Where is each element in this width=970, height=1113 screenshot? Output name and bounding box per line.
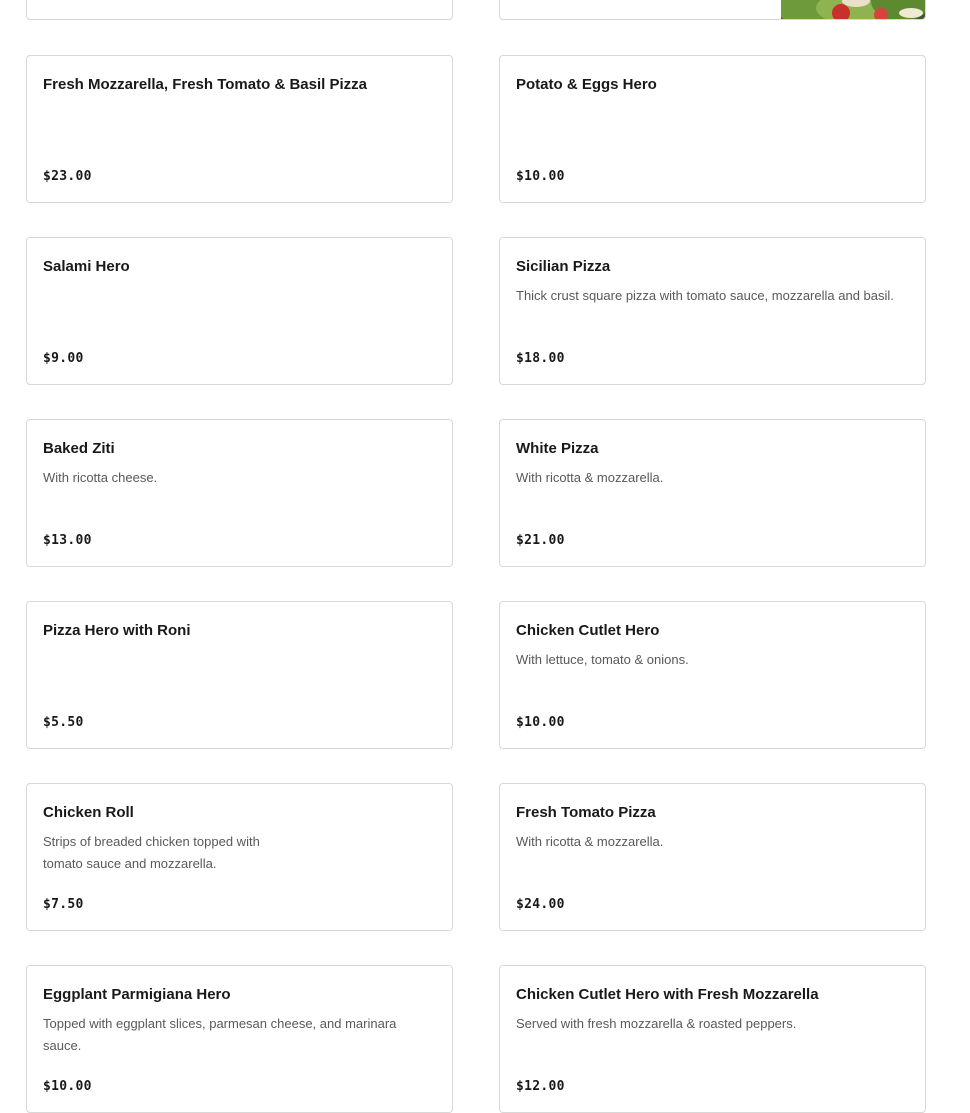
menu-item-price: $10.00 [516, 169, 565, 184]
menu-item-description: With ricotta & mozzarella. [516, 470, 664, 485]
menu-item-price: $10.00 [43, 1079, 92, 1094]
menu-item-description: With ricotta cheese. [43, 470, 158, 485]
menu-item-card[interactable] [26, 965, 453, 1113]
menu-item-card[interactable] [499, 0, 926, 20]
menu-item-price: $7.50 [43, 897, 84, 912]
salad-photo-icon [781, 0, 925, 19]
menu-item-price: $10.00 [516, 715, 565, 730]
menu-item-name: Fresh Mozzarella, Fresh Tomato & Basil Pizza [43, 76, 367, 93]
menu-item-description: Strips of breaded chicken topped with tomato sauce and mozzarella. [43, 834, 260, 871]
menu-item-card[interactable] [26, 419, 453, 567]
menu-item-card[interactable] [499, 783, 926, 931]
menu-item-name: White Pizza [516, 440, 599, 457]
menu-item-name: Sicilian Pizza [516, 258, 611, 275]
menu-item-name: Baked Ziti [43, 440, 115, 457]
menu-item-name: Salami Hero [43, 258, 130, 275]
menu-item-price: $13.00 [43, 533, 92, 548]
menu-item-card[interactable] [499, 237, 926, 385]
menu-item-card[interactable] [499, 419, 926, 567]
menu-item-price [516, 0, 557, 1]
menu-item-card[interactable] [26, 0, 453, 20]
menu-item-name: Potato & Eggs Hero [516, 76, 657, 93]
menu-item-price: $5.50 [43, 715, 84, 730]
menu-item-card[interactable] [26, 237, 453, 385]
menu-item-card[interactable] [499, 965, 926, 1113]
menu-item-description: With ricotta & mozzarella. [516, 834, 664, 849]
menu-item-description: Served with fresh mozzarella & roasted peppers. [516, 1016, 797, 1031]
menu-item-photo [781, 0, 925, 19]
menu-item-name: Chicken Roll [43, 804, 134, 821]
menu-item-name: Chicken Cutlet Hero with Fresh Mozzarella [516, 986, 819, 1003]
menu-item-price: $24.00 [516, 897, 565, 912]
menu-item-name: Chicken Cutlet Hero [516, 622, 660, 639]
menu-item-card[interactable] [26, 601, 453, 749]
menu-item-price: $18.00 [516, 351, 565, 366]
menu-item-price: $12.00 [516, 1079, 565, 1094]
menu-item-name: Fresh Tomato Pizza [516, 804, 656, 821]
menu-item-price [43, 0, 84, 1]
menu-item-name: Eggplant Parmigiana Hero [43, 986, 231, 1003]
menu-item-card[interactable] [499, 601, 926, 749]
menu-item-description: Thick crust square pizza with tomato sauce, mozzarella and basil. [516, 288, 894, 303]
menu-item-description: With lettuce, tomato & onions. [516, 652, 689, 667]
menu-item-card[interactable] [26, 55, 453, 203]
menu-item-name: Pizza Hero with Roni [43, 622, 191, 639]
menu-item-description: Topped with eggplant slices, parmesan cheese, and marinara sauce. [43, 1016, 397, 1053]
menu-item-price: $21.00 [516, 533, 565, 548]
menu-item-card[interactable] [26, 783, 453, 931]
menu-item-card[interactable] [499, 55, 926, 203]
menu-item-price: $23.00 [43, 169, 92, 184]
menu-item-price: $9.00 [43, 351, 84, 366]
